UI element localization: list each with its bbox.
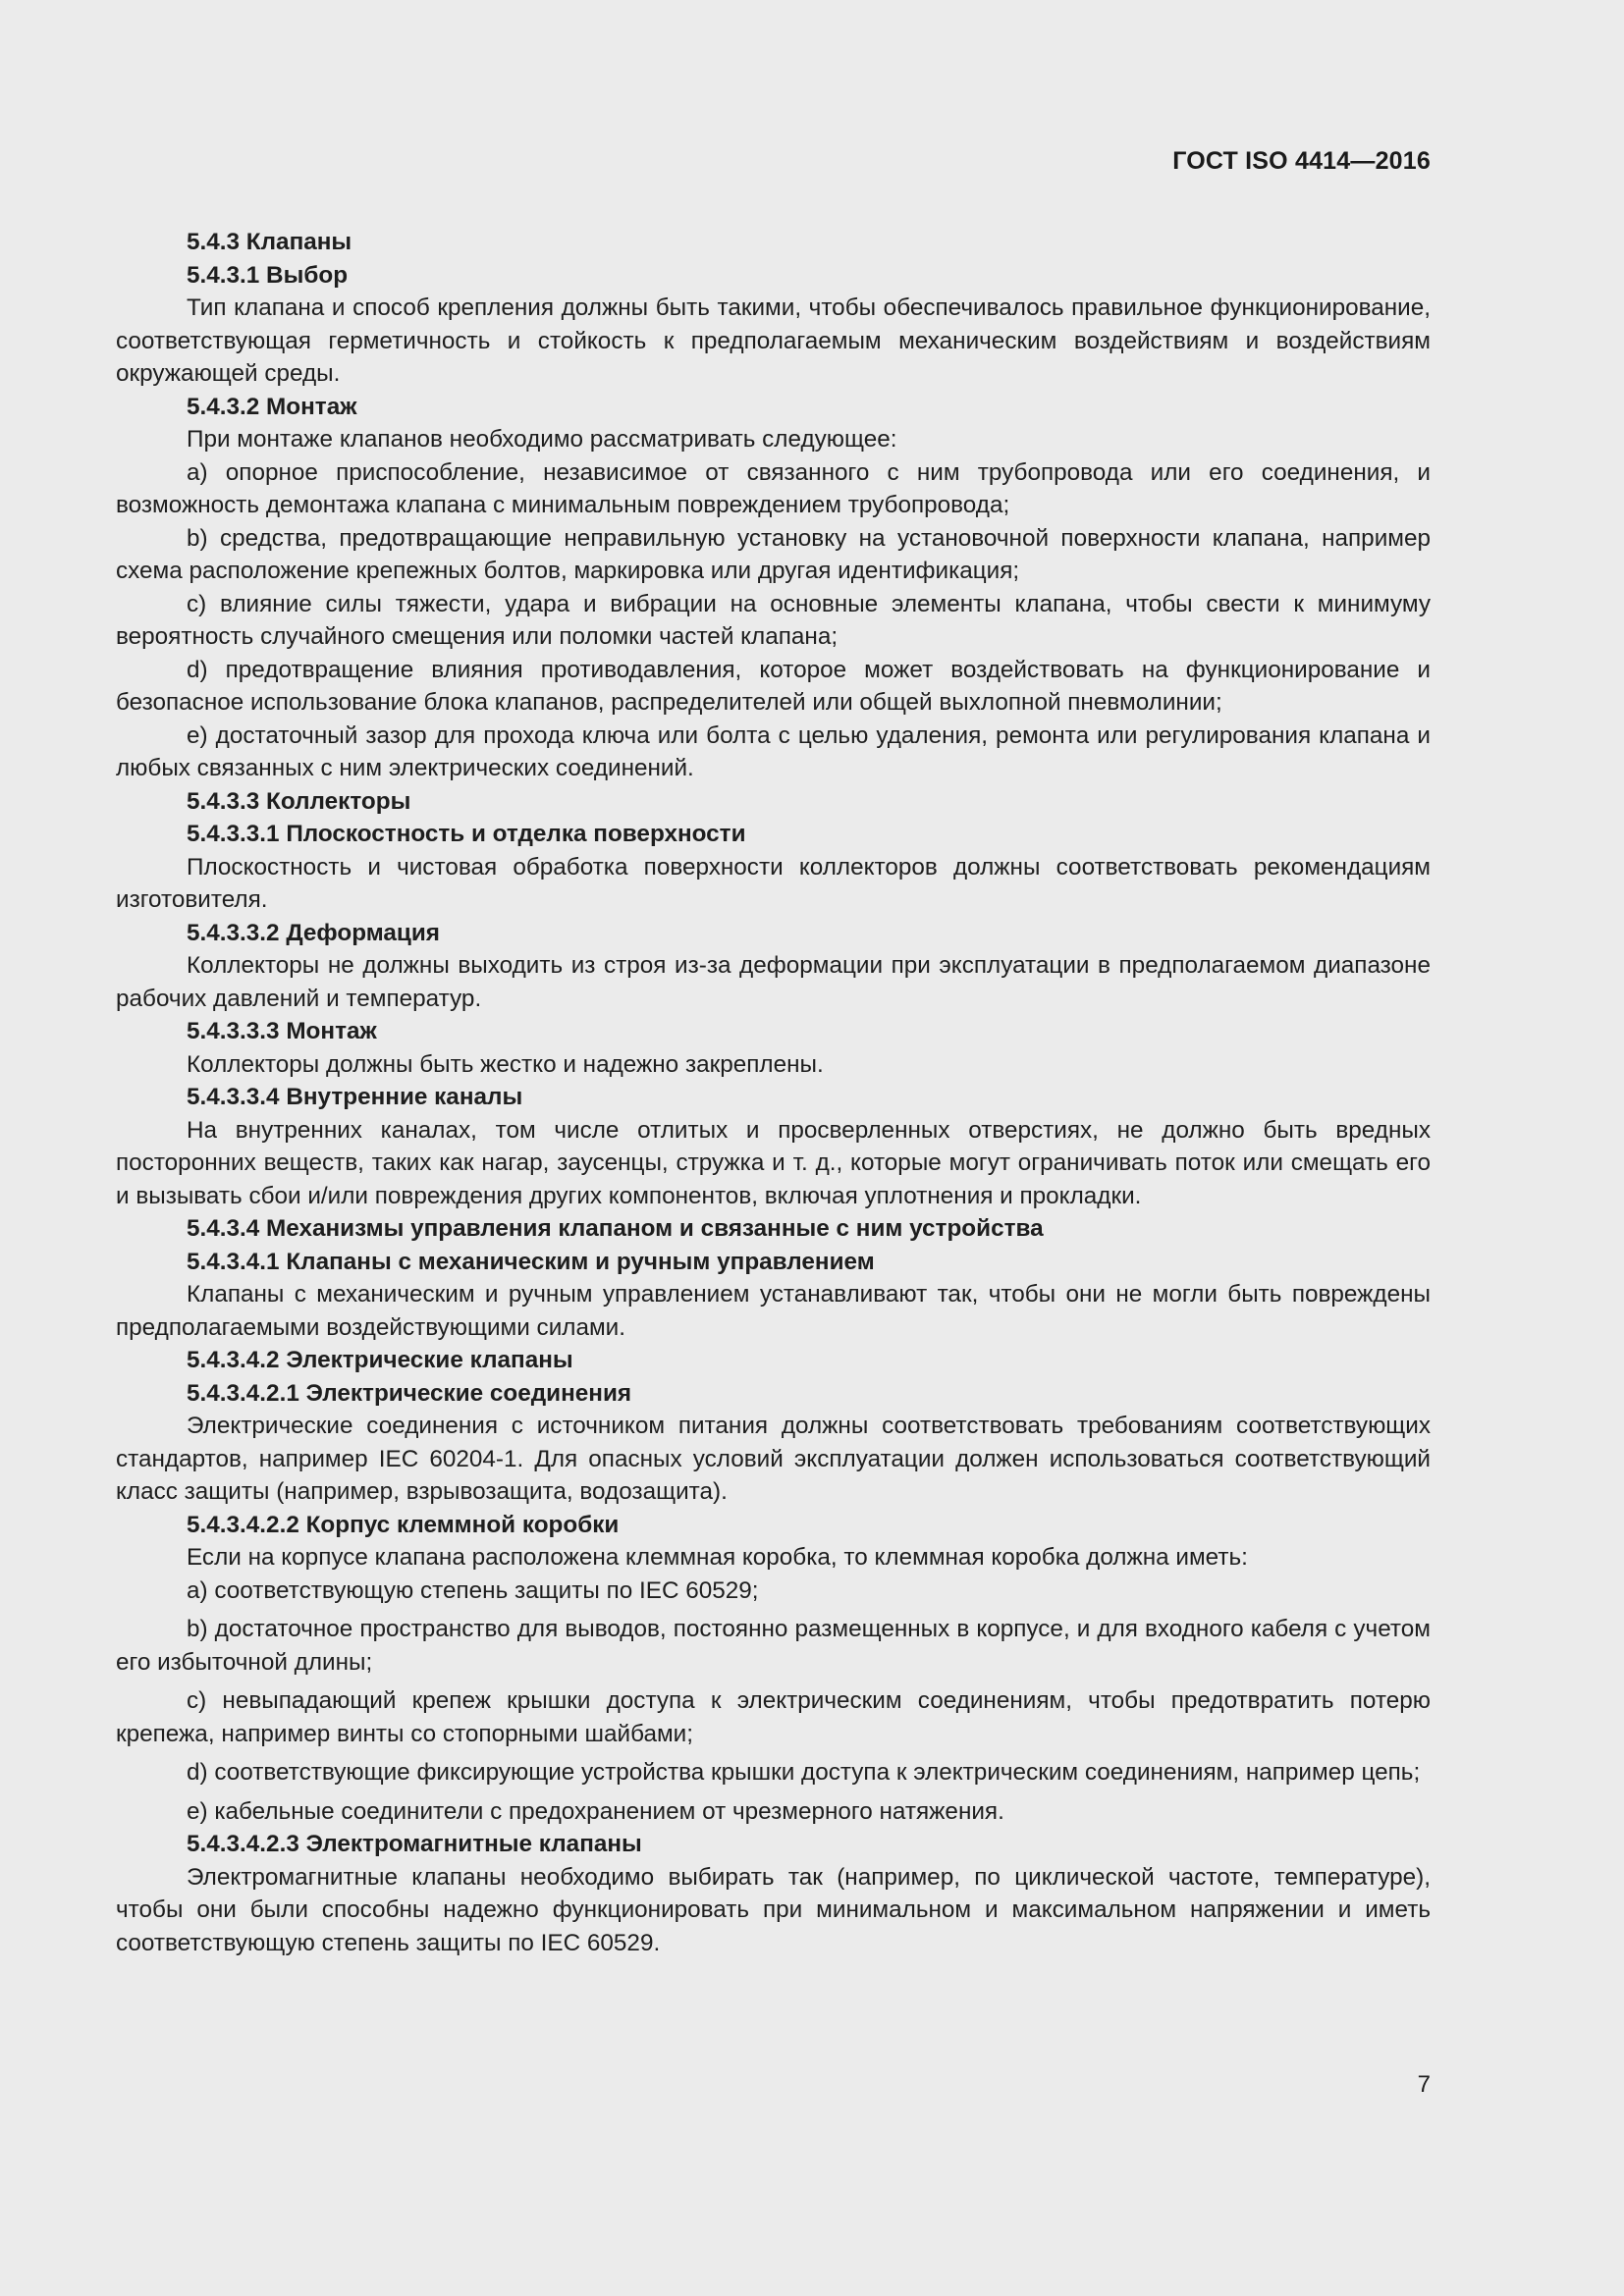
section-heading: 5.4.3.3.3 Монтаж [187,1018,377,1044]
page-number: 7 [1417,2071,1431,2098]
list-item: b) средства, предотвращающие неправильную установку на установочной поверхности клапана, например схема расположение крепежных болтов, маркировка или другая идентификация; [116,524,1431,584]
section-heading: 5.4.3.3.4 Внутренние каналы [187,1084,523,1110]
list-item: c) невыпадающий крепеж крышки доступа к электрическим соединениям, чтобы предотвратить потерю крепежа, например винты со стопорными шайбами; [116,1687,1431,1747]
list-item: e) кабельные соединители с предохранением от чрезмерного натяжения. [187,1797,1004,1825]
paragraph: Плоскостность и чистовая обработка поверхности коллекторов должны соответствовать рекомендациям изготовителя. [116,853,1431,913]
paragraph: Коллекторы не должны выходить из строя из-за деформации при эксплуатации в предполагаемом диапазоне рабочих давлений и температур. [116,952,1431,1012]
list-item: a) опорное приспособление, независимое от связанного с ним трубопровода или его соединения, и возможность демонтажа клапана с минимальным повреждением трубопровода; [116,458,1431,518]
section-heading: 5.4.3.4.2.2 Корпус клеммной коробки [187,1511,620,1538]
paragraph: При монтаже клапанов необходимо рассматривать следующее: [187,426,897,453]
section-heading: 5.4.3.4.2.3 Электромагнитные клапаны [187,1831,642,1857]
paragraph: Коллекторы должны быть жестко и надежно закреплены. [187,1050,824,1078]
paragraph: Если на корпусе клапана расположена клеммная коробка, то клеммная коробка должна иметь: [187,1544,1248,1571]
list-item: d) предотвращение влияния противодавления, которое может воздействовать на функционирование и безопасное использование блока клапанов, распределителей или общей выхлопной пневмолинии; [116,656,1431,716]
paragraph: На внутренних каналах, том числе отлитых и просверленных отверстиях, не должно быть вредных посторонних веществ, таких как нагар, заусенцы, стружка и т. д., которые могут ограничивать поток или смещать его и вызывать сбои и/или повреждения других компонентов, включая уплотнения и прокладки. [116,1116,1431,1209]
section-heading: 5.4.3.4.2.1 Электрические соединения [187,1379,632,1407]
section-heading: 5.4.3.4.1 Клапаны с механическим и ручным управлением [187,1248,875,1275]
document-header: ГОСТ ISO 4414—2016 [1172,147,1431,175]
section-heading: 5.4.3.3 Коллекторы [187,787,411,815]
section-heading: 5.4.3.3.1 Плоскостность и отделка поверхности [187,821,746,847]
list-item: a) соответствующую степень защиты по IEC 60529; [187,1576,759,1604]
paragraph: Тип клапана и способ крепления должны быть такими, чтобы обеспечивалось правильное функционирование, соответствующая герметичность и стойкость к предполагаемым механическим воздействиям и воздействиям окружающей среды. [116,294,1431,387]
list-item: e) достаточный зазор для прохода ключа или болта с целью удаления, ремонта или регулирования клапана и любых связанных с ним электрических соединений. [116,721,1431,781]
document-body [116,226,1431,1959]
section-heading: 5.4.3 Клапаны [187,229,352,255]
section-heading: 5.4.3.2 Монтаж [187,393,357,420]
paragraph: Электрические соединения с источником питания должны соответствовать требованиям соответствующих стандартов, например IEC 60204-1. Для опасных условий эксплуатации должен использоваться соответствующий класс защиты (например, взрывозащита, водозащита). [116,1413,1431,1505]
section-heading: 5.4.3.4.2 Электрические клапаны [187,1347,573,1373]
paragraph: Электромагнитные клапаны необходимо выбирать так (например, по циклической частоте, температуре), чтобы они были способны надежно функционировать при минимальном и максимальном напряжении и иметь соответствующую степень защиты по IEC 60529. [116,1863,1431,1956]
list-item: c) влияние силы тяжести, удара и вибрации на основные элементы клапана, чтобы свести к минимуму вероятность случайного смещения или поломки частей клапана; [116,590,1431,650]
list-item: b) достаточное пространство для выводов, постоянно размещенных в корпусе, и для входного кабеля с учетом его избыточной длины; [116,1616,1431,1676]
paragraph: Клапаны с механическим и ручным управлением устанавливают так, чтобы они не могли быть повреждены предполагаемыми воздействующими силами. [116,1281,1431,1341]
list-item: d) соответствующие фиксирующие устройства крышки доступа к электрическим соединениям, например цепь; [187,1759,1421,1786]
section-heading: 5.4.3.4 Механизмы управления клапаном и связанные с ним устройства [187,1215,1044,1242]
section-heading: 5.4.3.1 Выбор [187,261,349,289]
section-heading: 5.4.3.3.2 Деформация [187,919,440,946]
